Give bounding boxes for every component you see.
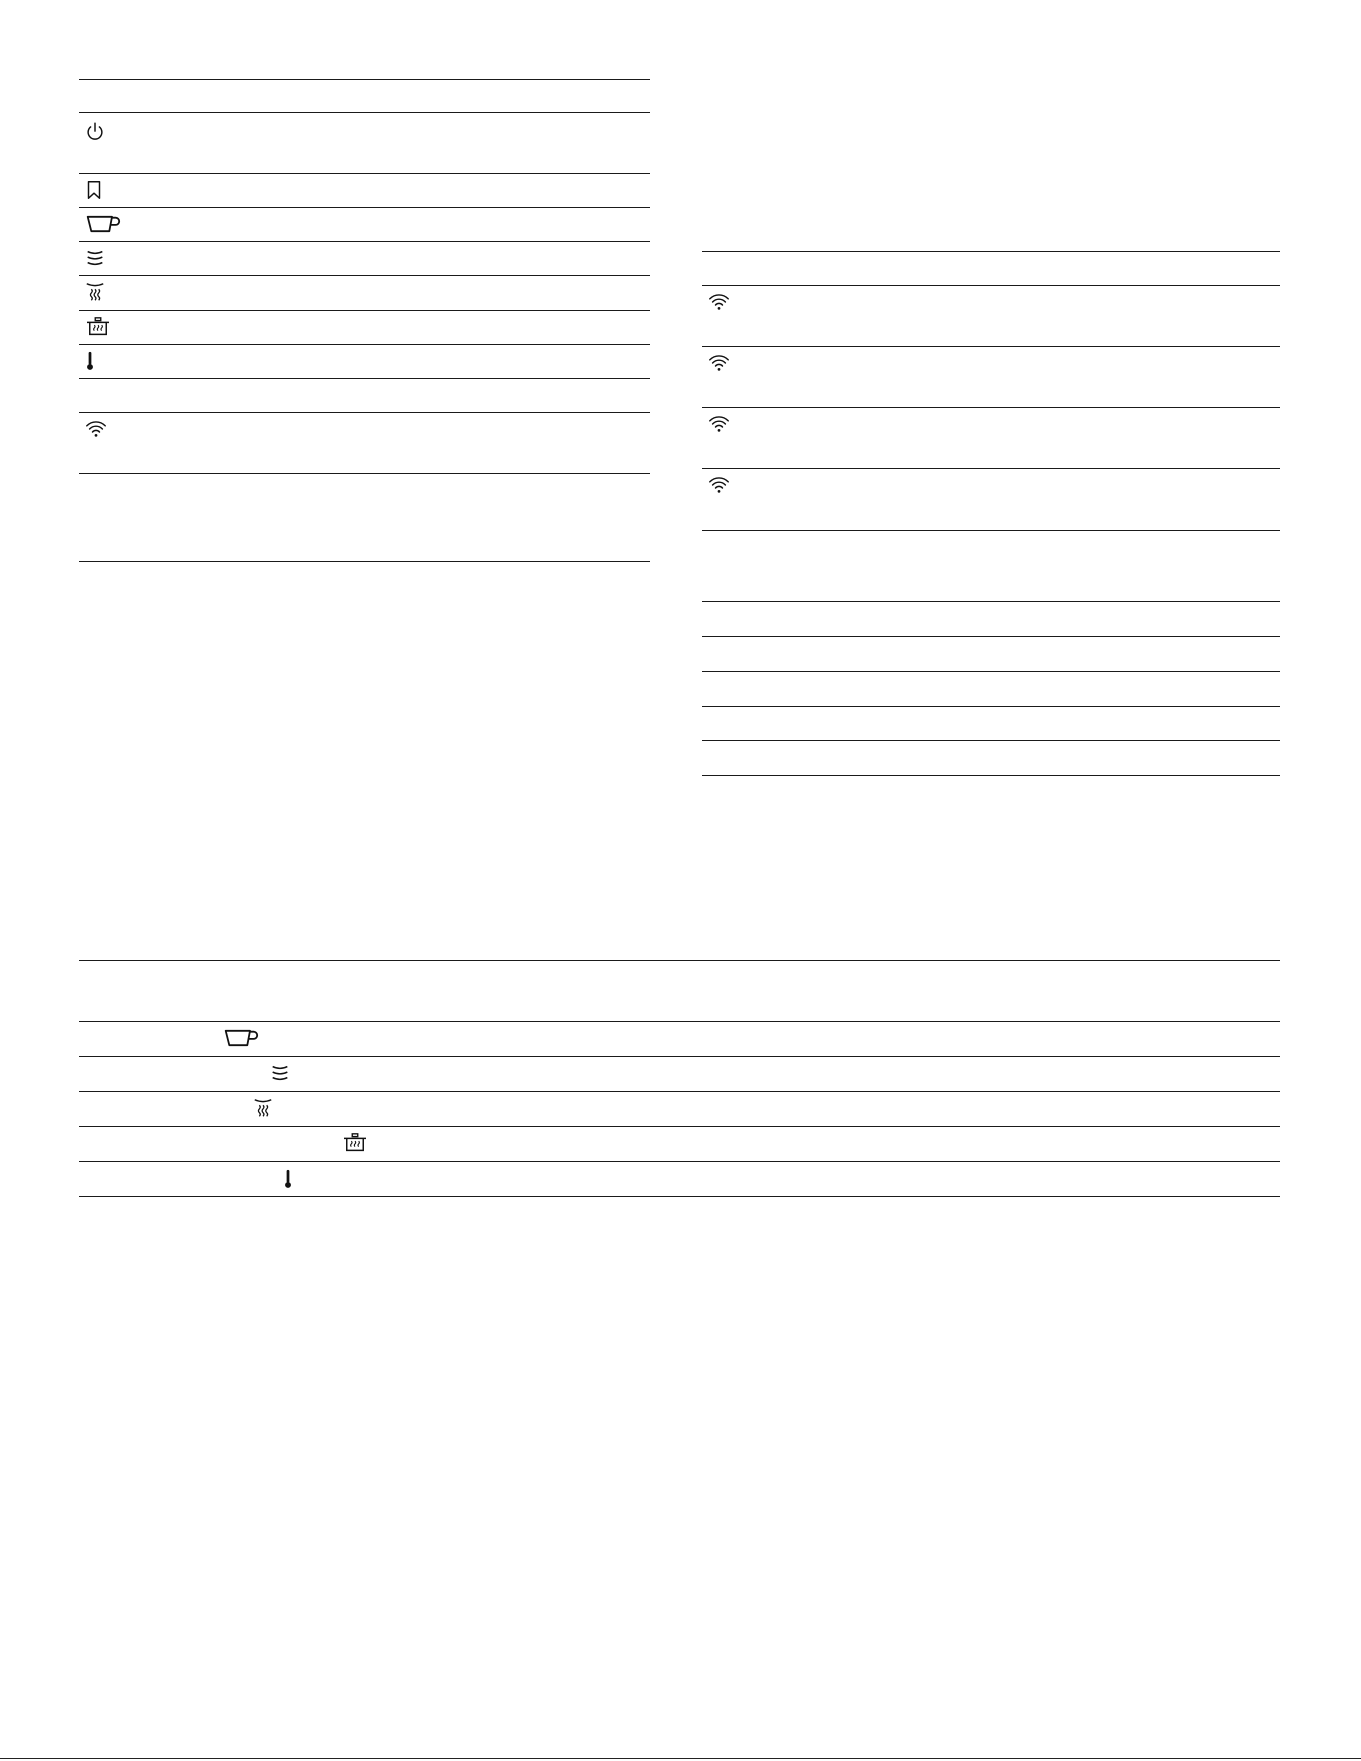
- table-row: [79, 276, 650, 311]
- table-row: [79, 1022, 1280, 1057]
- table-row: [79, 208, 650, 242]
- steam-layers-icon: [84, 247, 106, 269]
- table-row: [702, 602, 1280, 637]
- table-row: [79, 1162, 1280, 1197]
- table-row: [79, 345, 650, 379]
- thermometer-icon: [277, 1168, 299, 1190]
- wifi-icon: [85, 418, 107, 440]
- pot-icon: [342, 1132, 368, 1154]
- thermometer-icon: [79, 350, 101, 372]
- table-row: [702, 672, 1280, 707]
- wifi-icon: [708, 474, 730, 496]
- table-row: [79, 311, 650, 345]
- table-row: [702, 408, 1280, 469]
- table-row: [79, 1057, 1280, 1092]
- table-row: [702, 741, 1280, 776]
- table-row: [79, 413, 650, 474]
- bookmark-icon: [83, 179, 105, 201]
- table-row: [702, 469, 1280, 531]
- table-row: [79, 242, 650, 276]
- table-row: [79, 79, 650, 113]
- table-row: [702, 531, 1280, 602]
- cup-icon: [85, 213, 121, 235]
- steam-heat-icon: [84, 281, 106, 303]
- cup-icon: [223, 1027, 259, 1049]
- table-row: [79, 174, 650, 208]
- table-row: [702, 347, 1280, 408]
- table-row: [79, 1127, 1280, 1162]
- table-row: [79, 113, 650, 174]
- wifi-icon: [708, 413, 730, 435]
- steam-heat-icon: [252, 1097, 274, 1119]
- bottom-table: [79, 960, 1280, 1197]
- pot-icon: [85, 316, 111, 338]
- table-row: [79, 960, 1280, 1022]
- table-row: [702, 251, 1280, 286]
- table-row: [79, 474, 650, 562]
- power-icon: [84, 121, 106, 143]
- table-row: [702, 286, 1280, 347]
- table-row: [79, 379, 650, 413]
- wifi-icon: [708, 352, 730, 374]
- left-table: [79, 79, 650, 562]
- table-row: [79, 1092, 1280, 1127]
- right-table: [702, 251, 1280, 776]
- table-row: [702, 637, 1280, 672]
- table-row: [702, 707, 1280, 741]
- steam-layers-icon: [269, 1062, 291, 1084]
- wifi-icon: [708, 291, 730, 313]
